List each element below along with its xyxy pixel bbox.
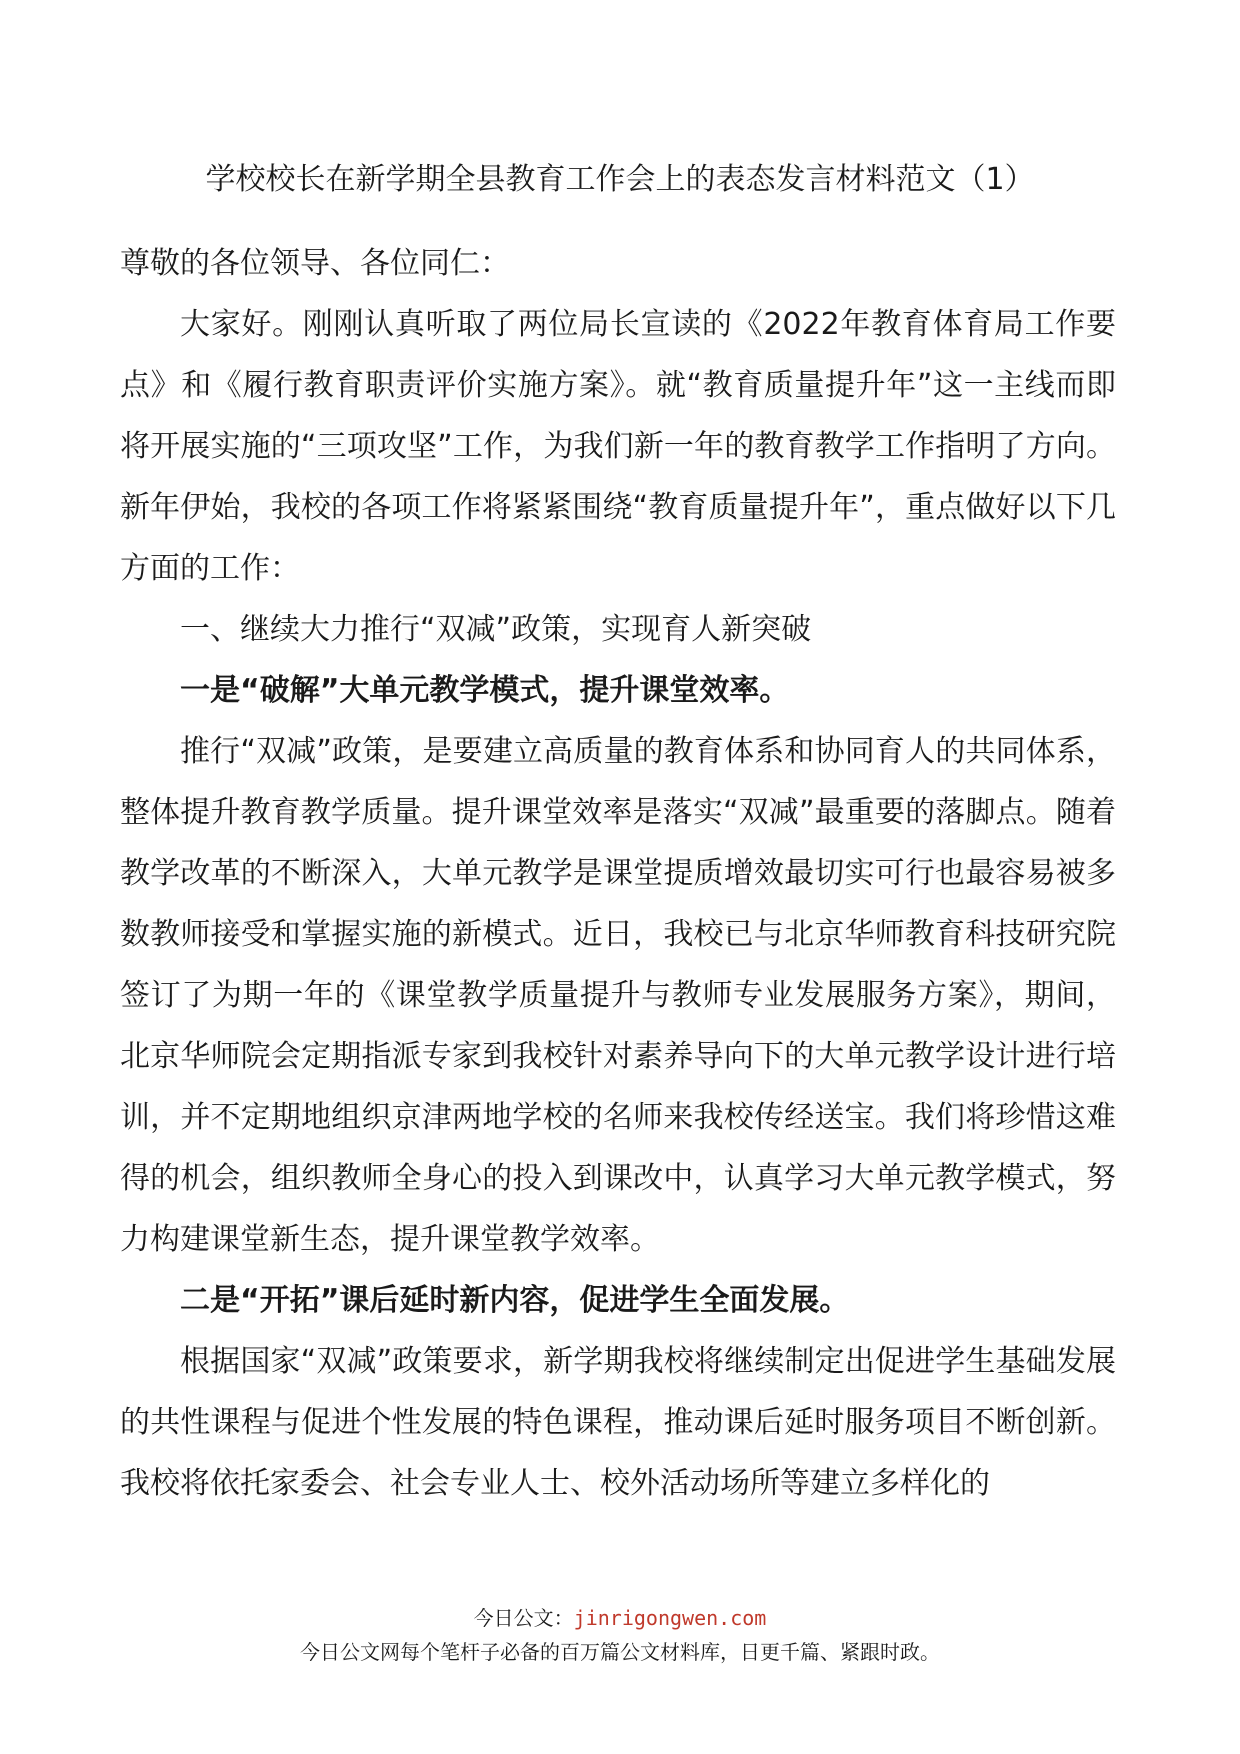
footer-site-link[interactable]: jinrigongwen.com [573,1606,767,1630]
subheading-two: 二是“开拓”课后延时新内容，促进学生全面发展。 [180,1283,850,1318]
paragraph-body-one: 推行“双减”政策，是要建立高质量的教育体系和协同育人的共同体系，整体提升教育教学质量。提升课堂效率是落实“双减”最重要的落脚点。随着教学改革的不断深入，大单元教学是课堂提质增效最切实可行也最容易被多数教师接受和掌握实施的新模式。近日，我校已与北京华师教育科技研究院签订了为期一年的《课堂教学质量提升与教师专业发展服务方案》，期间，北京华师院会定期指派专家到我校针对素养导向下的大单元教学设计进行培训，并不定期地组织京津两地学校的名师来我校传经送宝。我们将珍惜这难得的机会，组织教师全身心的投入到课改中，认真学习大单元教学模式，努力构建课堂新生态，提升课堂教学效率。 [120,734,1116,1257]
footer-site-line [0,1604,1240,1632]
salutation: 尊敬的各位领导、各位同仁： [120,246,510,281]
footer-site-label: 今日公文： [473,1606,574,1630]
paragraph-body-two: 根据国家“双减”政策要求，新学期我校将继续制定出促进学生基础发展的共性课程与促进个性发展的特色课程，推动课后延时服务项目不断创新。我校将依托家委会、社会专业人士、校外活动场所等建立多样化的 [120,1344,1116,1501]
footer-slogan: 今日公文网每个笔杆子必备的百万篇公文材料库，日更千篇、紧跟时政。 [300,1640,940,1664]
document-body [120,233,1116,1514]
paragraph-intro: 大家好。刚刚认真听取了两位局长宣读的《2022年教育体育局工作要点》和《履行教育职责评价实施方案》。就“教育质量提升年”这一主线而即将开展实施的“三项攻坚”工作，为我们新一年的教育教学工作指明了方向。新年伊始，我校的各项工作将紧紧围绕“教育质量提升年”，重点做好以下几方面的工作： [120,307,1116,586]
subheading-one: 一是“破解”大单元教学模式，提升课堂效率。 [180,673,790,708]
document-title: 学校校长在新学期全县教育工作会上的表态发言材料范文（1） [205,162,1035,197]
section-heading: 一、继续大力推行“双减”政策，实现育人新突破 [180,612,812,647]
